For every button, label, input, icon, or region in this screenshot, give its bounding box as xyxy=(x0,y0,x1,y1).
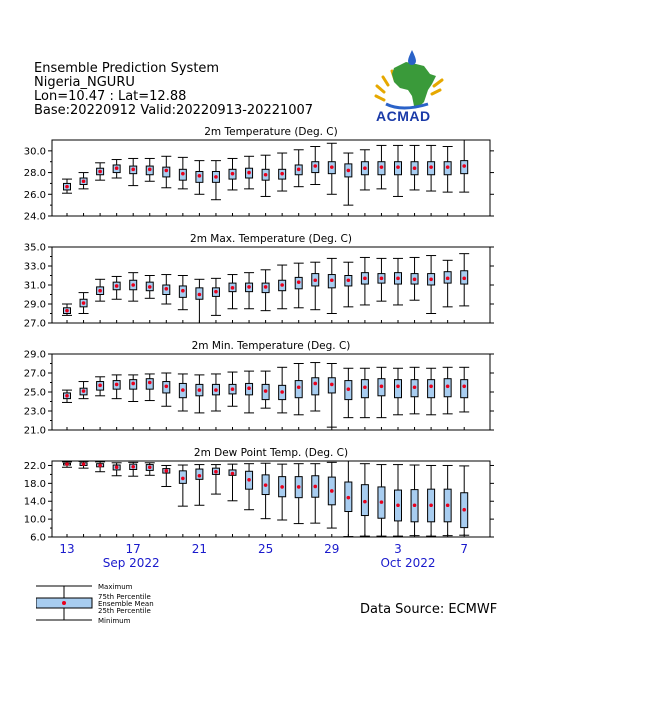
box-day-6 xyxy=(145,374,155,401)
mean-marker xyxy=(297,385,301,389)
mean-marker xyxy=(413,278,417,282)
box-day-7 xyxy=(161,465,171,486)
mean-marker xyxy=(65,309,69,313)
y-tick-label: 21.0 xyxy=(23,425,46,437)
box-day-13 xyxy=(261,155,271,196)
mean-marker xyxy=(446,385,450,389)
forecast-validity: Base:20220912 Valid:20220913-20221007 xyxy=(34,103,314,118)
box-day-11 xyxy=(228,158,238,189)
box-day-18 xyxy=(343,153,353,205)
box-day-5 xyxy=(128,375,138,402)
mean-marker xyxy=(98,170,102,174)
mean-marker xyxy=(413,385,417,389)
mean-marker xyxy=(347,496,351,500)
box-day-11 xyxy=(228,275,238,309)
mean-marker xyxy=(181,388,185,392)
y-tick-label: 33.0 xyxy=(23,261,46,273)
box-day-12 xyxy=(244,273,254,309)
box-day-10 xyxy=(211,374,221,411)
mean-marker xyxy=(446,503,450,507)
box-day-2 xyxy=(79,173,89,189)
mean-marker xyxy=(165,469,169,473)
box-day-8 xyxy=(178,276,188,310)
mean-marker xyxy=(98,464,102,468)
x-tick-label: 29 xyxy=(324,542,340,556)
box-day-20 xyxy=(376,367,386,417)
mean-marker xyxy=(347,169,351,173)
mean-marker xyxy=(330,278,334,282)
box-day-1 xyxy=(62,390,72,402)
mean-marker xyxy=(297,168,301,172)
mean-marker xyxy=(247,478,251,482)
box-day-23 xyxy=(426,465,436,536)
legend-minimum: Minimum xyxy=(98,617,131,625)
mean-marker xyxy=(380,500,384,504)
y-tick-label: 23.0 xyxy=(23,406,46,418)
box-day-9 xyxy=(194,375,204,413)
iqr-box xyxy=(312,378,319,395)
panel-title: 2m Temperature (Deg. C) xyxy=(204,126,338,138)
box-day-14 xyxy=(277,464,287,520)
box-day-16 xyxy=(310,147,320,185)
mean-marker xyxy=(280,172,284,176)
box-day-25 xyxy=(459,254,469,306)
mean-marker xyxy=(131,465,135,469)
x-tick-label: 21 xyxy=(191,542,208,556)
mean-marker xyxy=(115,284,119,288)
box-day-1 xyxy=(62,304,72,315)
mean-marker xyxy=(313,278,317,282)
acmad-logo-text: ACMAD xyxy=(376,108,431,124)
mean-marker xyxy=(297,485,301,489)
mean-marker xyxy=(82,301,86,305)
mean-marker xyxy=(313,382,317,386)
panel-title: 2m Max. Temperature (Deg. C) xyxy=(190,233,352,245)
box-day-23 xyxy=(426,368,436,415)
mean-marker xyxy=(214,470,218,474)
mean-marker xyxy=(115,465,119,469)
mean-marker xyxy=(380,385,384,389)
box-day-13 xyxy=(261,371,271,408)
mean-marker xyxy=(247,285,251,289)
box-day-21 xyxy=(393,145,403,196)
mean-marker xyxy=(247,171,251,175)
legend-25th: 25th Percentile xyxy=(98,607,151,615)
mean-marker xyxy=(231,472,235,476)
mean-marker xyxy=(462,385,466,389)
panel-frame xyxy=(52,461,490,537)
y-tick-label: 31.0 xyxy=(23,280,46,292)
box-day-10 xyxy=(211,465,221,495)
box-day-20 xyxy=(376,145,386,188)
box-day-14 xyxy=(277,265,287,309)
panel-1 xyxy=(24,126,494,223)
y-tick-label: 35.0 xyxy=(23,242,46,254)
y-tick-label: 10.0 xyxy=(23,514,46,526)
box-day-2 xyxy=(79,293,89,314)
mean-marker xyxy=(280,485,284,489)
mean-marker xyxy=(429,278,433,282)
mean-marker xyxy=(313,164,317,168)
box-day-15 xyxy=(294,263,304,308)
box-day-2 xyxy=(79,382,89,399)
box-day-8 xyxy=(178,157,188,188)
mean-marker xyxy=(347,278,351,282)
box-day-24 xyxy=(443,260,453,307)
mean-marker xyxy=(330,383,334,387)
iqr-box xyxy=(295,381,302,398)
iqr-box xyxy=(395,380,402,398)
mean-marker xyxy=(82,389,86,393)
mean-marker xyxy=(380,165,384,169)
mean-marker xyxy=(198,388,202,392)
mean-marker xyxy=(198,293,202,297)
system-title: Ensemble Prediction System xyxy=(34,61,220,76)
mean-marker xyxy=(214,388,218,392)
box-day-19 xyxy=(360,150,370,190)
mean-marker xyxy=(148,381,152,385)
mean-marker xyxy=(446,277,450,281)
box-day-17 xyxy=(327,143,337,194)
station-name: Nigeria_NGURU xyxy=(34,75,135,90)
mean-marker xyxy=(65,185,69,189)
box-day-15 xyxy=(294,150,304,187)
box-day-10 xyxy=(211,161,221,200)
x-tick-label: 7 xyxy=(460,542,469,556)
box-day-10 xyxy=(211,278,221,315)
box-day-17 xyxy=(327,462,337,528)
mean-marker xyxy=(380,277,384,281)
panel-title: 2m Dew Point Temp. (Deg. C) xyxy=(193,447,349,459)
mean-marker xyxy=(413,503,417,507)
y-tick-label: 22.0 xyxy=(23,460,46,472)
mean-marker xyxy=(297,280,301,284)
mean-marker xyxy=(165,287,169,291)
mean-marker xyxy=(462,277,466,281)
mean-marker xyxy=(264,389,268,393)
box-day-22 xyxy=(410,145,420,190)
box-day-13 xyxy=(261,463,271,518)
box-day-6 xyxy=(145,276,155,299)
y-tick-label: 27.0 xyxy=(23,318,46,330)
iqr-box xyxy=(428,380,435,398)
box-day-14 xyxy=(277,367,287,413)
legend-mean: Ensemble Mean xyxy=(98,600,154,608)
mean-marker xyxy=(165,385,169,389)
x-tick-label: 17 xyxy=(125,542,141,556)
mean-marker xyxy=(264,483,268,487)
mean-marker xyxy=(429,385,433,389)
box-day-23 xyxy=(426,256,436,314)
y-tick-label: 27.0 xyxy=(23,368,46,380)
mean-marker xyxy=(82,179,86,183)
mean-marker xyxy=(396,503,400,507)
box-day-11 xyxy=(228,464,238,501)
mean-marker xyxy=(264,285,268,289)
mean-marker xyxy=(131,283,135,287)
mean-marker xyxy=(462,164,466,168)
mean-marker xyxy=(65,394,69,398)
mean-marker xyxy=(363,166,367,170)
box-day-2 xyxy=(79,461,89,468)
box-day-6 xyxy=(145,158,155,181)
box-day-4 xyxy=(112,276,122,299)
box-day-21 xyxy=(393,368,403,415)
mean-marker xyxy=(181,477,185,481)
box-day-9 xyxy=(194,279,204,323)
x-tick-label: 25 xyxy=(257,542,274,556)
x-month-label: Oct 2022 xyxy=(380,556,436,570)
box-day-7 xyxy=(161,156,171,187)
mean-marker xyxy=(280,390,284,394)
mean-marker xyxy=(396,165,400,169)
mean-marker xyxy=(363,277,367,281)
mean-marker xyxy=(115,383,119,387)
panel-3 xyxy=(24,340,494,437)
mean-marker xyxy=(181,172,185,176)
box-day-17 xyxy=(327,364,337,428)
x-month-label: Sep 2022 xyxy=(102,556,160,570)
box-day-4 xyxy=(112,375,122,399)
box-day-16 xyxy=(310,262,320,310)
box-day-3 xyxy=(95,163,105,180)
y-tick-label: 29.0 xyxy=(23,299,46,311)
box-day-9 xyxy=(194,465,204,506)
mean-marker xyxy=(214,175,218,179)
y-tick-label: 25.0 xyxy=(23,387,46,399)
box-day-3 xyxy=(95,377,105,396)
mean-marker xyxy=(413,166,417,170)
box-day-9 xyxy=(194,161,204,195)
y-tick-label: 6.0 xyxy=(30,532,46,544)
mean-marker xyxy=(247,386,251,390)
box-day-4 xyxy=(112,463,122,476)
box-day-19 xyxy=(360,257,370,305)
box-day-8 xyxy=(178,465,188,506)
x-tick-label: 13 xyxy=(59,542,75,556)
mean-marker xyxy=(330,165,334,169)
box-day-5 xyxy=(128,158,138,185)
mean-marker xyxy=(429,503,433,507)
y-tick-label: 28.0 xyxy=(23,168,46,180)
box-day-19 xyxy=(360,368,370,417)
box-day-25 xyxy=(459,466,469,535)
mean-marker xyxy=(363,500,367,504)
mean-marker xyxy=(65,462,69,466)
legend xyxy=(36,584,206,626)
box-day-3 xyxy=(95,462,105,472)
mean-marker xyxy=(231,172,235,176)
box-day-12 xyxy=(244,371,254,413)
mean-marker xyxy=(131,168,135,172)
box-day-12 xyxy=(244,464,254,510)
y-tick-label: 30.0 xyxy=(23,146,46,158)
mean-marker xyxy=(198,174,202,178)
data-source: Data Source: ECMWF xyxy=(360,602,498,617)
mean-marker xyxy=(313,485,317,489)
panel-4 xyxy=(24,447,494,544)
panel-title: 2m Min. Temperature (Deg. C) xyxy=(191,340,351,352)
mean-marker xyxy=(98,289,102,293)
mean-marker xyxy=(347,387,351,391)
box-day-7 xyxy=(161,373,171,406)
mean-marker xyxy=(396,277,400,281)
y-tick-label: 18.0 xyxy=(23,478,46,490)
y-tick-label: 24.0 xyxy=(23,211,46,223)
y-tick-label: 14.0 xyxy=(23,496,46,508)
box-day-24 xyxy=(443,367,453,414)
box-day-14 xyxy=(277,153,287,191)
mean-marker xyxy=(280,283,284,287)
box-day-20 xyxy=(376,465,386,537)
panel-frame xyxy=(52,354,490,430)
box-day-16 xyxy=(310,363,320,411)
box-day-25 xyxy=(459,140,469,192)
box-day-22 xyxy=(410,465,420,536)
box-day-7 xyxy=(161,275,171,304)
box-day-15 xyxy=(294,364,304,415)
x-tick-label: 3 xyxy=(394,542,402,556)
legend-75th: 75th Percentile xyxy=(98,593,151,601)
panel-2 xyxy=(24,233,494,330)
box-day-23 xyxy=(426,145,436,191)
box-day-24 xyxy=(443,465,453,535)
mean-marker xyxy=(231,286,235,290)
box-day-3 xyxy=(95,279,105,301)
mean-marker xyxy=(165,169,169,173)
box-day-22 xyxy=(410,367,420,414)
box-day-21 xyxy=(393,465,403,537)
box-day-11 xyxy=(228,372,238,406)
box-day-21 xyxy=(393,258,403,305)
box-day-18 xyxy=(343,368,353,417)
mean-marker xyxy=(264,173,268,177)
box-day-6 xyxy=(145,463,155,476)
box-day-8 xyxy=(178,374,188,411)
mean-marker xyxy=(429,165,433,169)
mean-marker xyxy=(198,474,202,478)
y-tick-label: 26.0 xyxy=(23,189,46,201)
box-day-15 xyxy=(294,464,304,524)
box-day-5 xyxy=(128,462,138,476)
mean-marker xyxy=(462,508,466,512)
mean-marker xyxy=(98,384,102,388)
mean-marker xyxy=(82,462,86,466)
box-day-4 xyxy=(112,160,122,178)
iqr-box xyxy=(461,380,468,398)
mean-marker xyxy=(131,382,135,386)
y-tick-label: 29.0 xyxy=(23,349,46,361)
box-day-12 xyxy=(244,156,254,189)
mean-marker xyxy=(363,385,367,389)
mean-marker xyxy=(446,165,450,169)
box-day-17 xyxy=(327,258,337,313)
box-day-1 xyxy=(62,179,72,193)
legend-maximum: Maximum xyxy=(98,583,133,591)
box-day-13 xyxy=(261,270,271,311)
box-day-1 xyxy=(62,462,72,467)
mean-marker xyxy=(231,387,235,391)
box-day-25 xyxy=(459,367,469,412)
mean-marker xyxy=(330,489,334,493)
box-day-5 xyxy=(128,273,138,302)
mean-marker xyxy=(115,166,119,170)
mean-marker xyxy=(148,285,152,289)
mean-marker xyxy=(396,385,400,389)
box-day-24 xyxy=(443,147,453,193)
mean-marker xyxy=(148,168,152,172)
box-day-19 xyxy=(360,464,370,536)
box-day-20 xyxy=(376,258,386,301)
box-day-16 xyxy=(310,464,320,523)
mean-marker xyxy=(148,465,152,469)
box-day-18 xyxy=(343,262,353,307)
mean-marker xyxy=(214,290,218,294)
box-day-22 xyxy=(410,257,420,300)
box-day-18 xyxy=(343,461,353,537)
mean-marker xyxy=(181,289,185,293)
station-coordinates: Lon=10.47 : Lat=12.88 xyxy=(34,89,187,104)
